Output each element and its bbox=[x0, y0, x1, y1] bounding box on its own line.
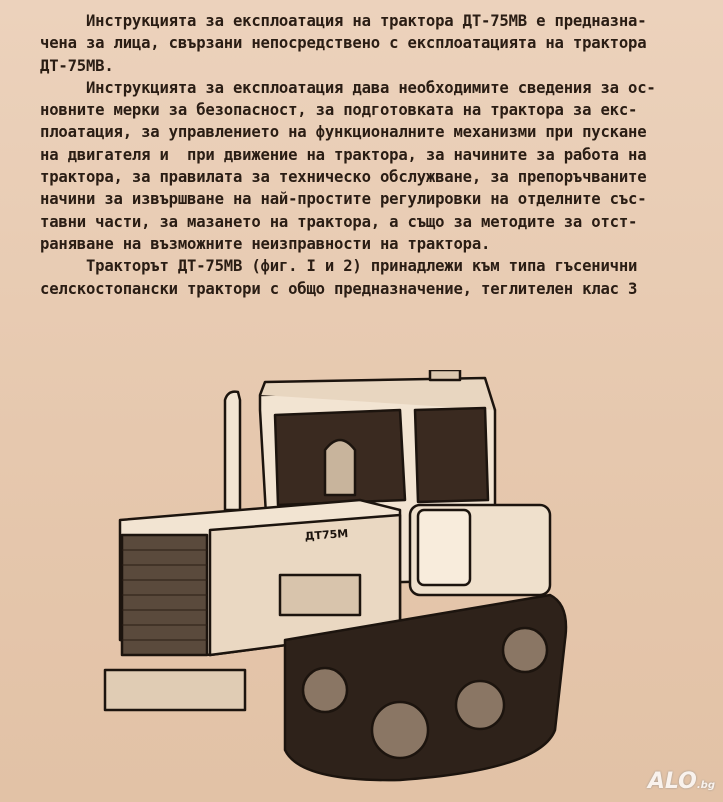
exhaust-pipe bbox=[225, 392, 240, 510]
air-filter bbox=[325, 440, 355, 495]
tractor-illustration bbox=[100, 370, 580, 790]
roof-vent bbox=[430, 370, 460, 380]
text-line: тавни части, за мазането на трактора, а също за методите за отст- bbox=[40, 212, 638, 231]
text-line: Тракторът ДТ-75МВ (фиг. I и 2) принадлежи към типа гъсенични bbox=[40, 257, 638, 276]
track-wheel bbox=[503, 628, 547, 672]
text-line: трактора, за правилата за техническо обслужване, за препоръчваните bbox=[40, 168, 647, 187]
text-line: новните мерки за безопасност, за подготовката на трактора за екс- bbox=[40, 101, 638, 120]
text-line: раняване на възможните неизправности на трактора. bbox=[40, 234, 491, 253]
watermark-logo bbox=[648, 769, 715, 794]
cab-window-side bbox=[415, 408, 488, 502]
hood-label: ДТ75М bbox=[304, 526, 349, 543]
text-line: ДТ-75МВ. bbox=[40, 56, 114, 75]
text-line: Инструкцията за експлоатация на трактора ДТ-75МВ е предназна- bbox=[40, 12, 647, 30]
track-wheel bbox=[456, 681, 504, 729]
paragraph-1 bbox=[40, 10, 690, 77]
front-bumper bbox=[105, 670, 245, 710]
paragraph-3 bbox=[40, 255, 690, 300]
side-vent bbox=[280, 575, 360, 615]
paragraph-2 bbox=[40, 77, 690, 255]
text-line: селскостопански трактори с общо предназначение, теглителен клас 3 bbox=[40, 279, 638, 298]
track-wheel bbox=[372, 702, 428, 758]
text-line: на двигателя и при движение на трактора, за начините за работа на bbox=[40, 145, 647, 164]
text-line: начини за извършване на най-простите регулировки на отделните със- bbox=[40, 190, 647, 209]
text-line: Инструкцията за експлоатация дава необходимите сведения за ос- bbox=[40, 78, 656, 97]
body-text bbox=[40, 10, 690, 300]
text-line: плоатация, за управлението на функционалните механизми при пускане bbox=[40, 123, 647, 142]
text-line: чена за лица, свързани непосредствено с експлоатацията на трактора bbox=[40, 34, 647, 53]
tank-cover bbox=[418, 510, 470, 585]
watermark-suffix: .bg bbox=[696, 780, 715, 791]
track-wheel bbox=[303, 668, 347, 712]
watermark-brand: ALO bbox=[647, 769, 697, 794]
